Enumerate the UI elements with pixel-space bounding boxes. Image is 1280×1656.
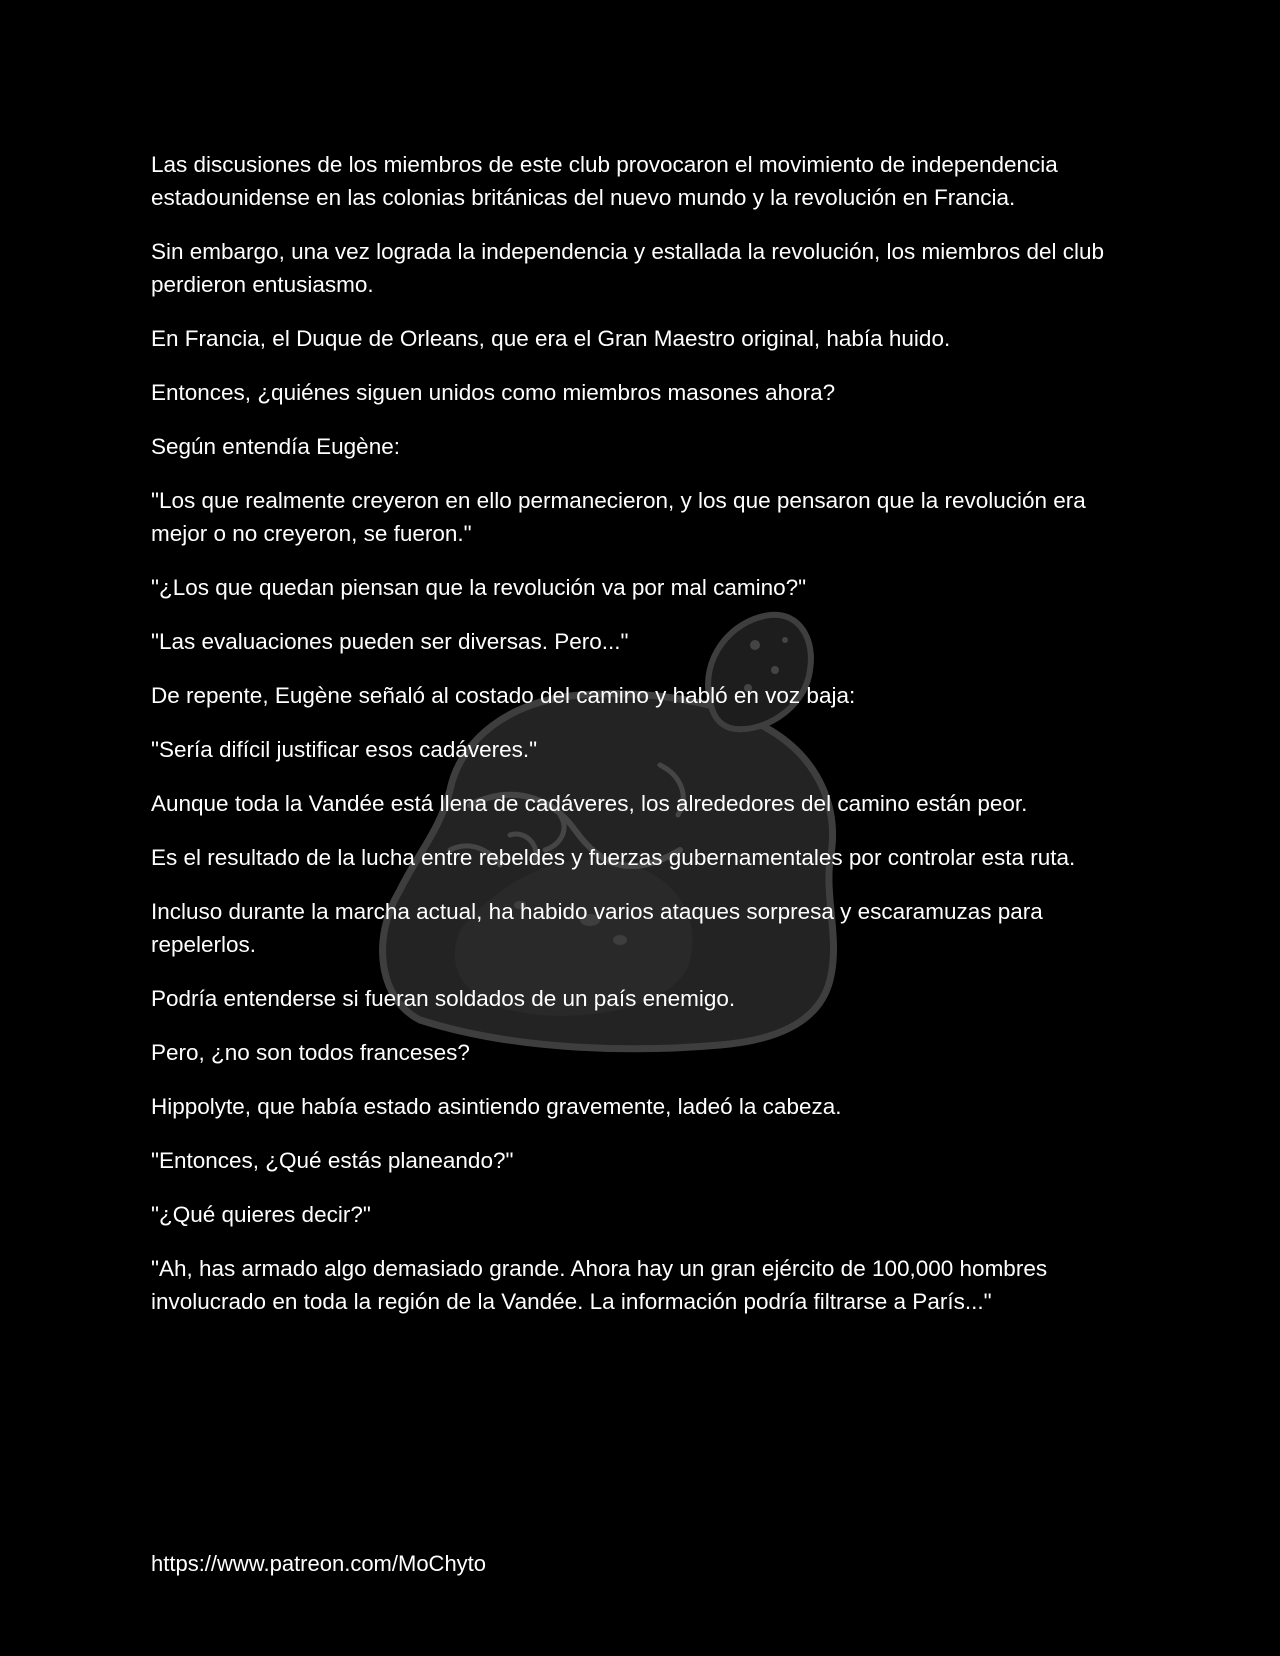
paragraph: Según entendía Eugène: [151, 434, 400, 459]
paragraph: De repente, Eugène señaló al costado del camino y habló en voz baja: [151, 683, 856, 708]
paragraph: "Sería difícil justificar esos cadáveres." [151, 737, 538, 762]
paragraph: "Los que realmente creyeron en ello permanecieron, y los que pensaron que la revolución era mejor o no creyeron, se fueron." [151, 488, 1086, 546]
paragraph: "¿Los que quedan piensan que la revolución va por mal camino?" [151, 575, 807, 600]
paragraph: Entonces, ¿quiénes siguen unidos como miembros masones ahora? [151, 380, 836, 405]
paragraph: Las discusiones de los miembros de este club provocaron el movimiento de independencia estadounidense en las colonias británicas del nuevo mundo y la revolución en Francia. [151, 152, 1058, 210]
text-body [151, 148, 1141, 1339]
paragraph: En Francia, el Duque de Orleans, que era el Gran Maestro original, había huido. [151, 326, 951, 351]
paragraph: Incluso durante la marcha actual, ha habido varios ataques sorpresa y escaramuzas para repelerlos. [151, 899, 1043, 957]
paragraph: "¿Qué quieres decir?" [151, 1202, 371, 1227]
paragraph: Es el resultado de la lucha entre rebeldes y fuerzas gubernamentales por controlar esta ruta. [151, 845, 1076, 870]
paragraph: "Las evaluaciones pueden ser diversas. Pero..." [151, 629, 629, 654]
paragraph: "Ah, has armado algo demasiado grande. Ahora hay un gran ejército de 100,000 hombres involucrado en toda la región de la Vandée. La información podría filtrarse a París..." [151, 1256, 1048, 1314]
paragraph: Hippolyte, que había estado asintiendo gravemente, ladeó la cabeza. [151, 1094, 842, 1119]
paragraph: Podría entenderse si fueran soldados de un país enemigo. [151, 986, 736, 1011]
patreon-link[interactable]: https://www.patreon.com/MoChyto [151, 1551, 487, 1576]
paragraph: Pero, ¿no son todos franceses? [151, 1040, 470, 1065]
paragraph: Sin embargo, una vez lograda la independencia y estallada la revolución, los miembros del club perdieron entusiasmo. [151, 239, 1105, 297]
paragraph: "Entonces, ¿Qué estás planeando?" [151, 1148, 514, 1173]
paragraph: Aunque toda la Vandée está llena de cadáveres, los alrededores del camino están peor. [151, 791, 1028, 816]
